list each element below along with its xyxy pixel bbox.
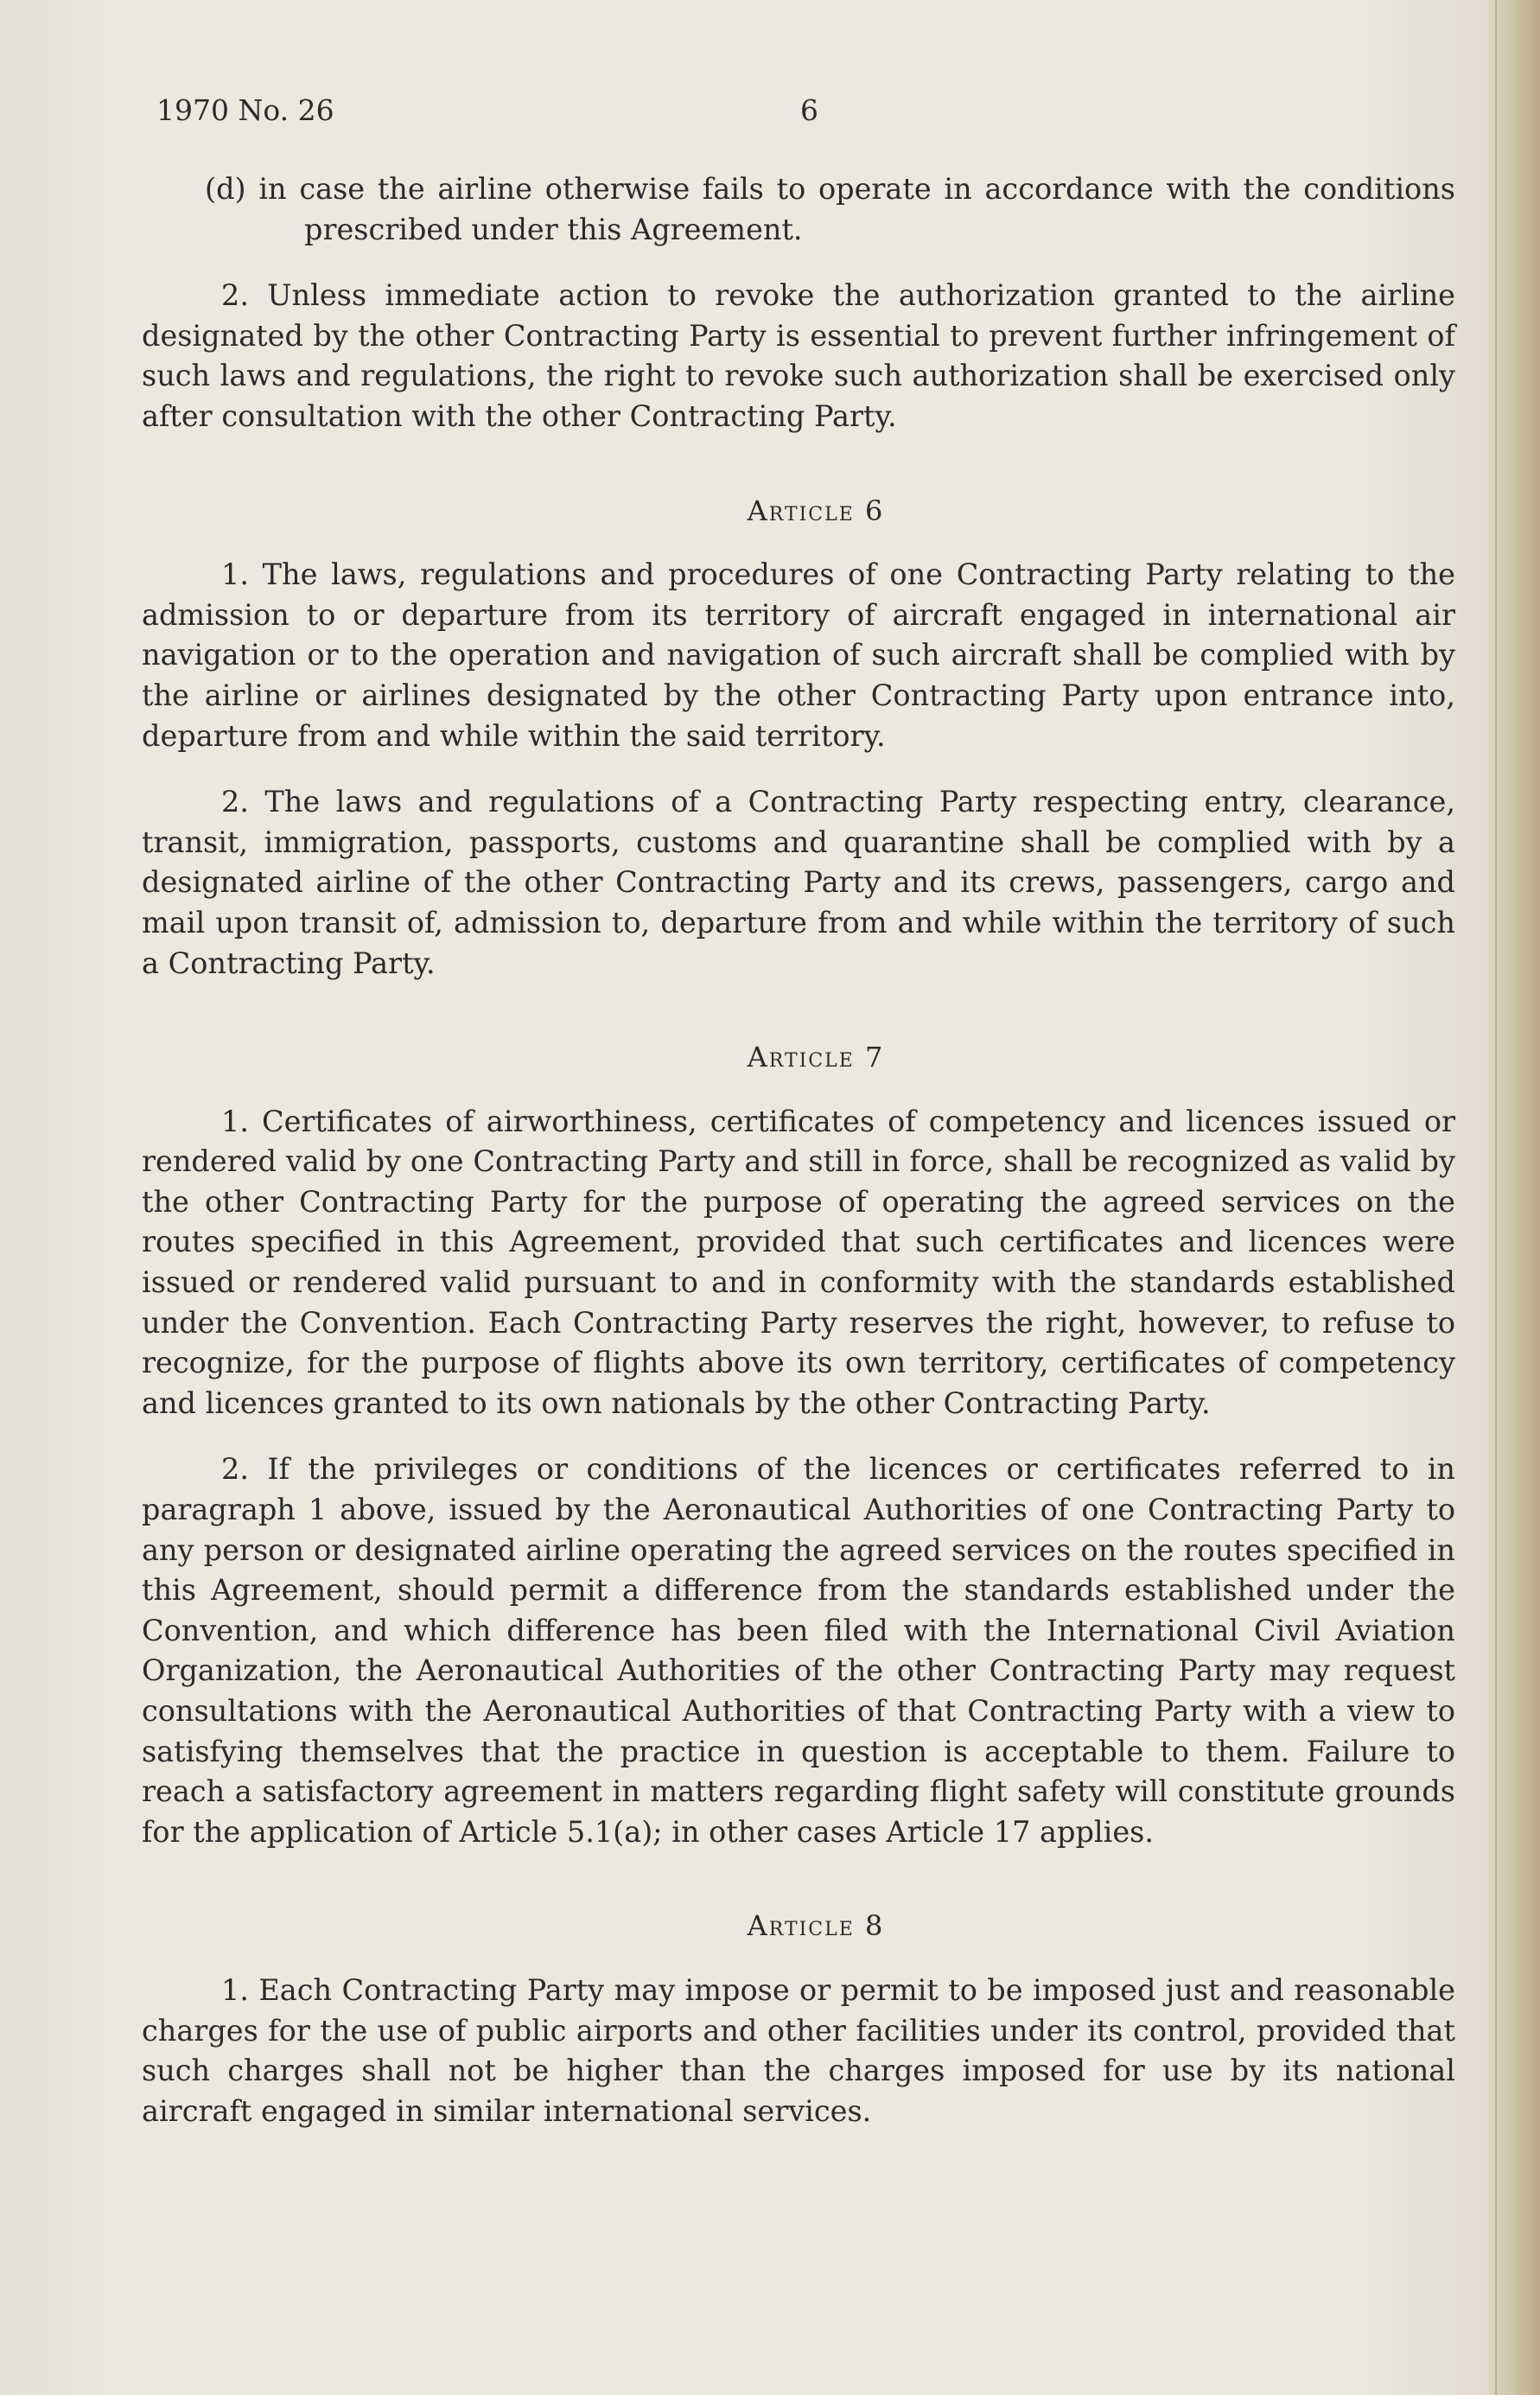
page-number: 6 bbox=[800, 93, 818, 127]
document-body bbox=[142, 169, 1455, 2157]
page-edge-line bbox=[1495, 0, 1497, 2395]
article-6-paragraph-1: 1. The laws, regulations and procedures of one Contracting Party relating to the admission to or departure from its territory of aircraft engaged in international air navigation or to the operation and navigation of such aircraft shall be complied with by the airline or airlines designated by the other Contracting Party upon entrance into, departure from and while within the said territory. bbox=[142, 557, 1455, 753]
article-5-paragraph-2: 2. Unless immediate action to revoke the authorization granted to the airline designated by the other Contracting Party is essential to prevent further infringement of such laws and regulations, the right to revoke such authorization shall be exercised only after consultation with the other Contracting Party. bbox=[142, 278, 1455, 433]
article-7-paragraph-1: 1. Certificates of airworthiness, certificates of competency and licences issued or rendered valid by one Contracting Party and still in force, shall be recognized as valid by the other Contracting Party for the purpose of operating the agreed services on the routes specified in this Agreement, provided that such certificates and licences were issued or rendered valid pursuant to and in conformity with the standards established under the Convention. Each Contracting Party reserves the right, however, to refuse to recognize, for the purpose of flights above its own territory, certificates of competency and licences granted to its own nationals by the other Contracting Party. bbox=[142, 1104, 1455, 1420]
statute-reference: 1970 No. 26 bbox=[156, 93, 334, 127]
article-8-paragraph-1: 1. Each Contracting Party may impose or permit to be imposed just and reasonable charges for the use of public airports and other facilities under its control, provided that such charges shall not be higher than the charges imposed for use by its national aircraft engaged in similar international services. bbox=[142, 1972, 1455, 2128]
article-6-heading: Article 6 bbox=[747, 494, 885, 527]
article-8-heading: Article 8 bbox=[747, 1909, 885, 1943]
article-6-paragraph-2: 2. The laws and regulations of a Contracting Party respecting entry, clearance, transit, immigration, passports, customs and quarantine shall be complied with by a designated airline of the other Contracting Party and its crews, passengers, cargo and mail upon transit of, admission to, departure from and while within the territory of such a Contracting Party. bbox=[142, 785, 1455, 980]
page-header bbox=[156, 93, 1453, 137]
article-7-paragraph-2: 2. If the privileges or conditions of the licences or certificates referred to in paragraph 1 above, issued by the Aeronautical Authorities of one Contracting Party to any person or designated airline operating the agreed services on the routes specified in this Agreement, should permit a difference from the standards established under the Convention, and which difference has been filed with the International Civil Aviation Organization, the Aeronautical Authorities of the other Contracting Party may request consultations with the Aeronautical Authorities of that Contracting Party with a view to satisfying themselves that the practice in question is acceptable to them. Failure to reach a satisfactory agreement in matters regarding flight safety will constitute grounds for the application of Article 5.1(a); in other cases Article 17 applies. bbox=[142, 1452, 1455, 1849]
article-7-heading: Article 7 bbox=[747, 1041, 885, 1074]
clause-item-d: (d) in case the airline otherwise fails to operate in accordance with the conditions prescribed under this Agreement. bbox=[205, 172, 1455, 246]
